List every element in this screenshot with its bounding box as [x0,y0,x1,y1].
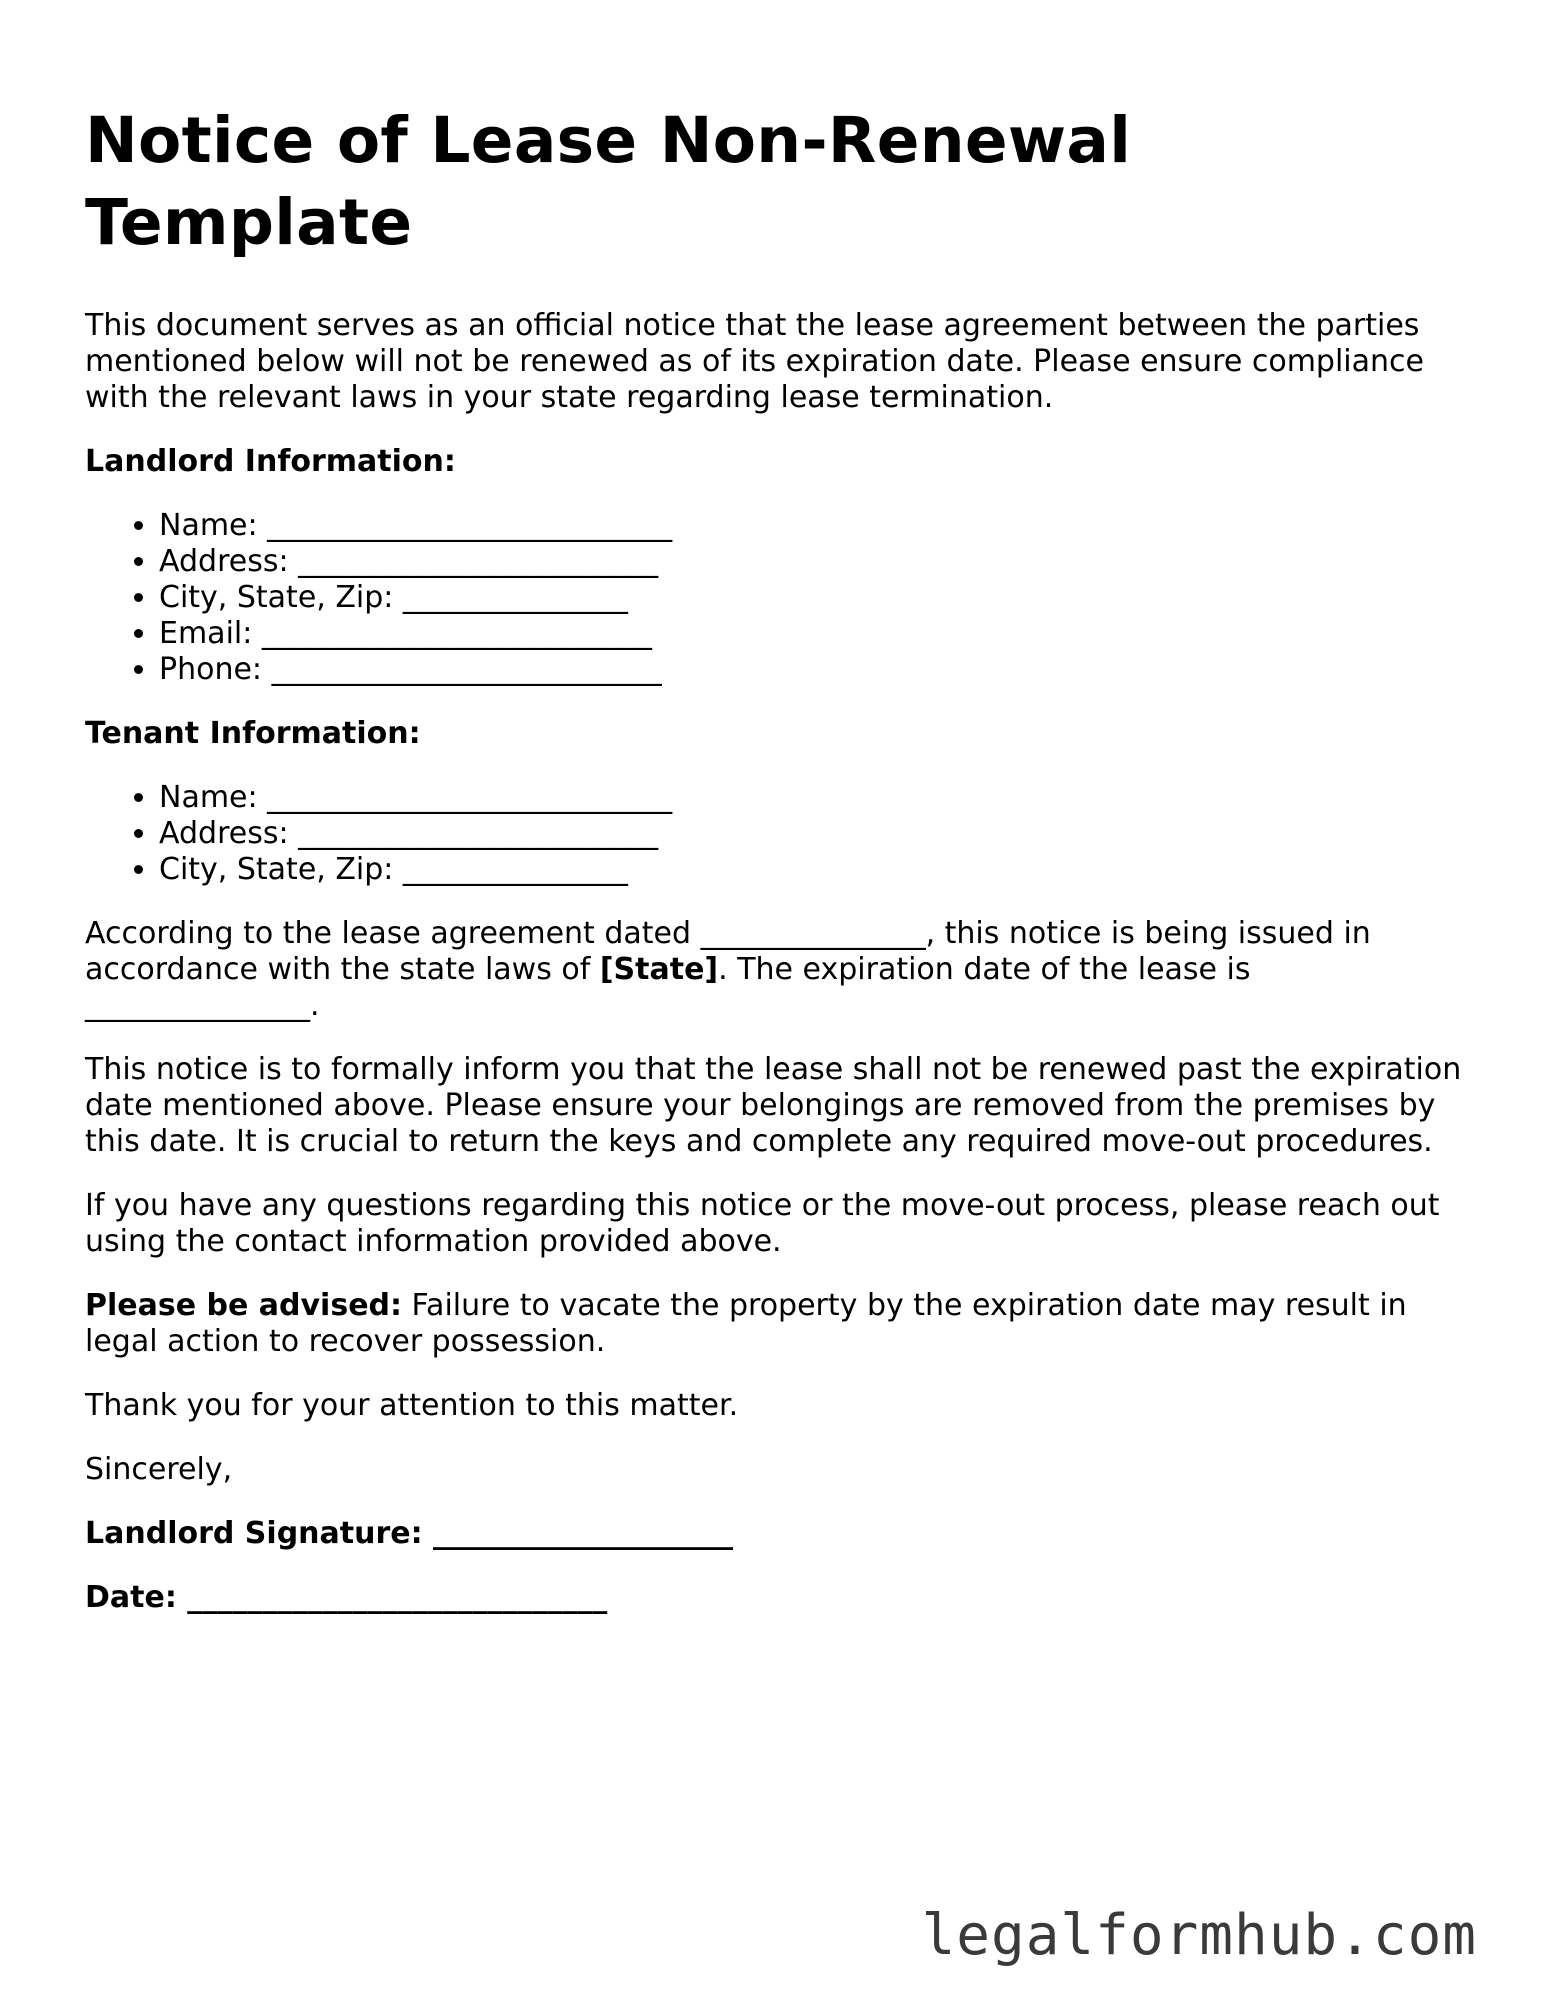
tenant-heading: Tenant Information: [85,715,421,751]
agreement-text-end: . The expiration date of the lease is _______________. [85,951,1251,1023]
landlord-heading: Landlord Information: [85,443,456,479]
landlord-signature-line: Landlord Signature: ____________________ [85,1515,734,1551]
tenant-city-state-zip-field: • City, State, Zip: _______________ [159,852,1475,888]
state-placeholder: [State] [599,951,719,987]
landlord-address-field: • Address: ________________________ [159,544,1475,580]
document-page [85,100,1475,1644]
advisory-paragraph [85,1288,1475,1360]
date-line: Date: ____________________________ [85,1579,608,1615]
agreement-paragraph [85,916,1475,1024]
closing-line: Sincerely, [85,1451,233,1487]
landlord-fields-list [85,508,1475,688]
site-watermark: legalformhub.com [921,1903,1477,1968]
landlord-email-field: • Email: __________________________ [159,616,1475,652]
tenant-name-field: • Name: ___________________________ [159,780,1475,816]
tenant-fields-list [85,780,1475,888]
thanks-line: Thank you for your attention to this matter. [85,1387,739,1423]
agreement-text-start: According to the lease agreement dated _______________, this notice is being issued in accordance with the state laws of [85,915,1371,987]
questions-paragraph: If you have any questions regarding this notice or the move-out process, please reach out using the contact information provided above. [85,1187,1440,1259]
landlord-city-state-zip-field: • City, State, Zip: _______________ [159,580,1475,616]
landlord-name-field: • Name: ___________________________ [159,508,1475,544]
landlord-phone-field: • Phone: __________________________ [159,652,1475,688]
advisory-label: Please be advised: [85,1287,403,1323]
document-title: Notice of Lease Non-Renewal Template [85,104,1132,259]
tenant-address-field: • Address: ________________________ [159,816,1475,852]
advisory-text: Failure to vacate the property by the expiration date may result in legal action to recover possession. [85,1287,1407,1359]
non-renewal-paragraph: This notice is to formally inform you that the lease shall not be renewed past the expiration date mentioned above. Please ensure your belongings are removed from the premises by this date. It is crucial to return the keys and complete any required move-out procedures. [85,1051,1462,1159]
intro-paragraph: This document serves as an official notice that the lease agreement between the parties mentioned below will not be renewed as of its expiration date. Please ensure compliance with the relevant laws in your state regarding lease termination. [85,307,1424,415]
